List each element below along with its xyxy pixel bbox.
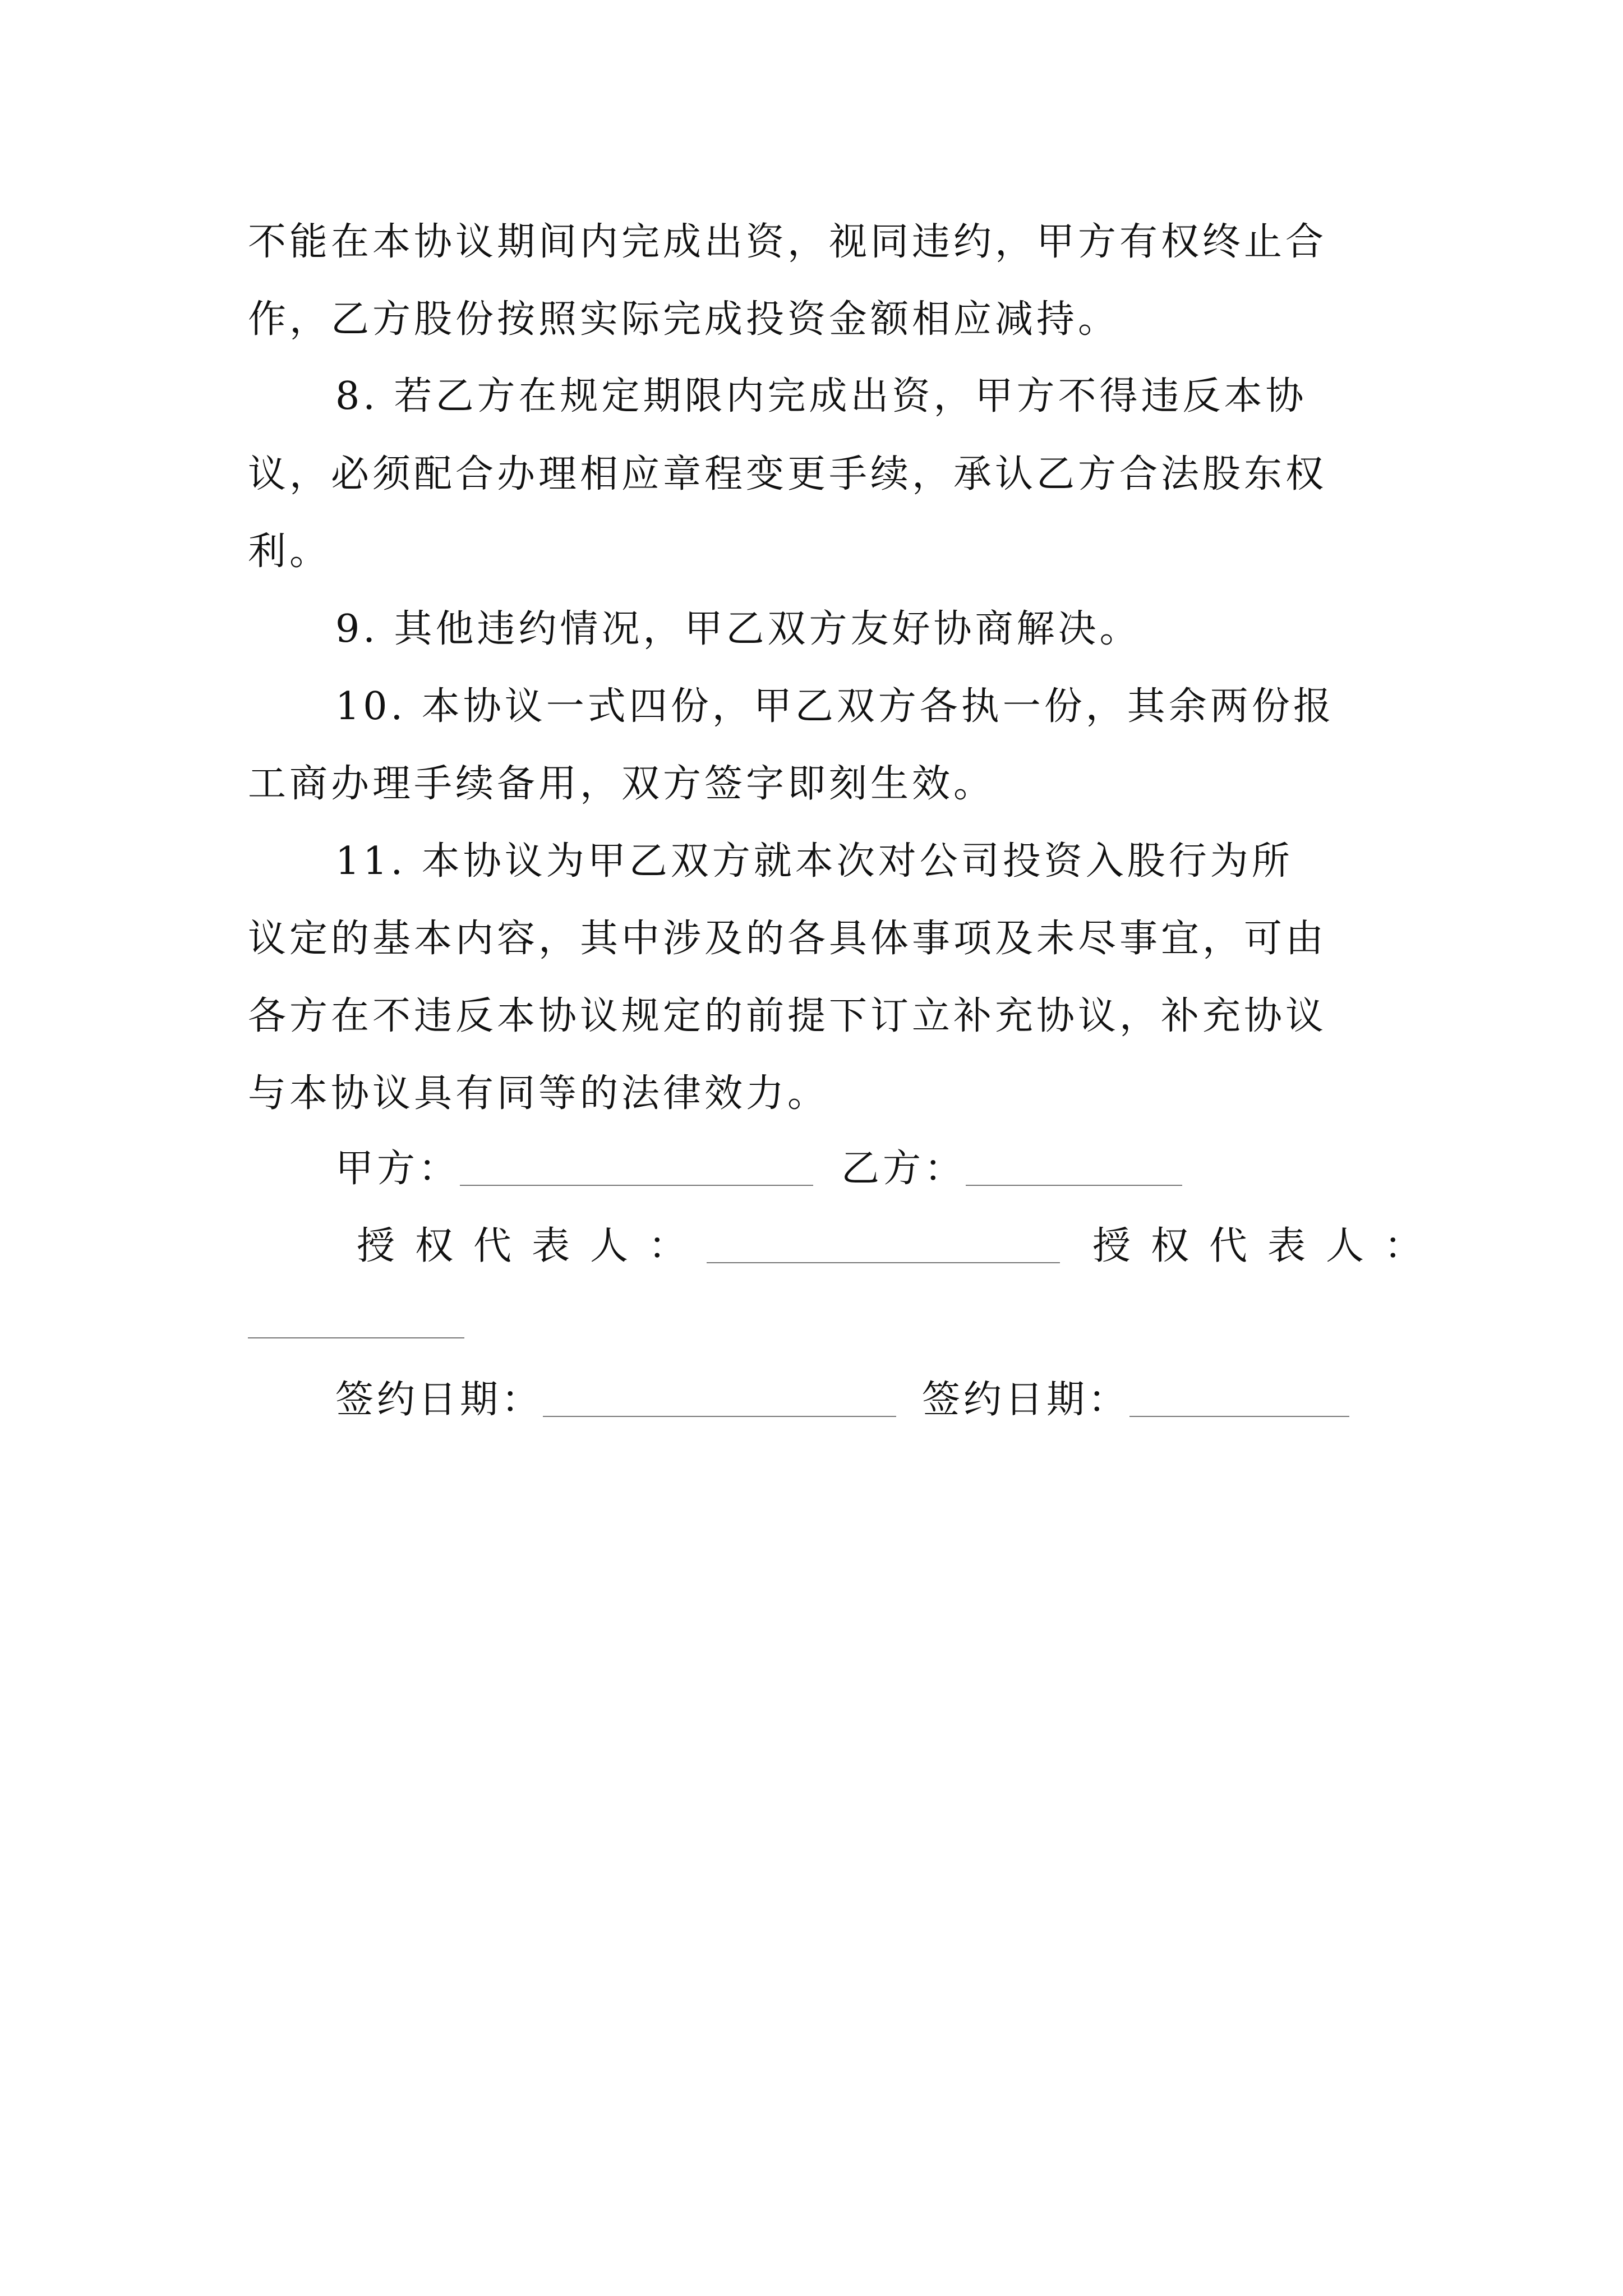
- paragraph-line: 作，乙方股份按照实际完成投资金额相应减持。: [248, 297, 1120, 342]
- representative-signature-row: [357, 1224, 1443, 1268]
- clause-9: 9. 其他违约情况，甲乙双方友好协商解决。: [335, 607, 1141, 651]
- clause-10: 10. 本协议一式四份，甲乙双方各执一份，其余两份报: [335, 684, 1335, 729]
- rep-a-label: 授权代表人：: [357, 1224, 707, 1268]
- party-a-signature-blank[interactable]: [460, 1151, 813, 1186]
- paragraph-line: 工商办理手续备用，双方签字即刻生效。: [248, 762, 995, 806]
- date-b-blank[interactable]: [1129, 1382, 1349, 1417]
- date-a-label: 签约日期：: [335, 1378, 543, 1422]
- date-a-blank[interactable]: [543, 1382, 896, 1417]
- paragraph-line: 各方在不违反本协议规定的前提下订立补充协议，补充协议: [248, 994, 1327, 1038]
- rep-a-signature-blank[interactable]: [707, 1228, 1060, 1263]
- party-b-label: 乙方：: [841, 1147, 966, 1191]
- paragraph-line: 与本协议具有同等的法律效力。: [248, 1071, 829, 1116]
- party-b-signature-blank[interactable]: [966, 1151, 1182, 1186]
- paragraph-line: 议，必须配合办理相应章程变更手续，承认乙方合法股东权: [248, 452, 1327, 496]
- party-a-label: 甲方：: [335, 1147, 460, 1191]
- paragraph-line: 议定的基本内容，其中涉及的各具体事项及未尽事宜，可由: [248, 917, 1327, 961]
- party-signature-row: [335, 1147, 1182, 1191]
- date-signature-row: [335, 1378, 1349, 1422]
- date-b-label: 签约日期：: [922, 1378, 1130, 1422]
- clause-8: 8. 若乙方在规定期限内完成出资，甲方不得违反本协: [335, 374, 1307, 418]
- paragraph-line: 不能在本协议期间内完成出资，视同违约，甲方有权终止合: [248, 220, 1327, 264]
- clause-11: 11. 本协议为甲乙双方就本次对公司投资入股行为所: [335, 839, 1293, 884]
- rep-b-signature-blank[interactable]: [248, 1337, 464, 1338]
- paragraph-line: 利。: [248, 530, 331, 574]
- rep-b-label: 授权代表人：: [1092, 1224, 1443, 1268]
